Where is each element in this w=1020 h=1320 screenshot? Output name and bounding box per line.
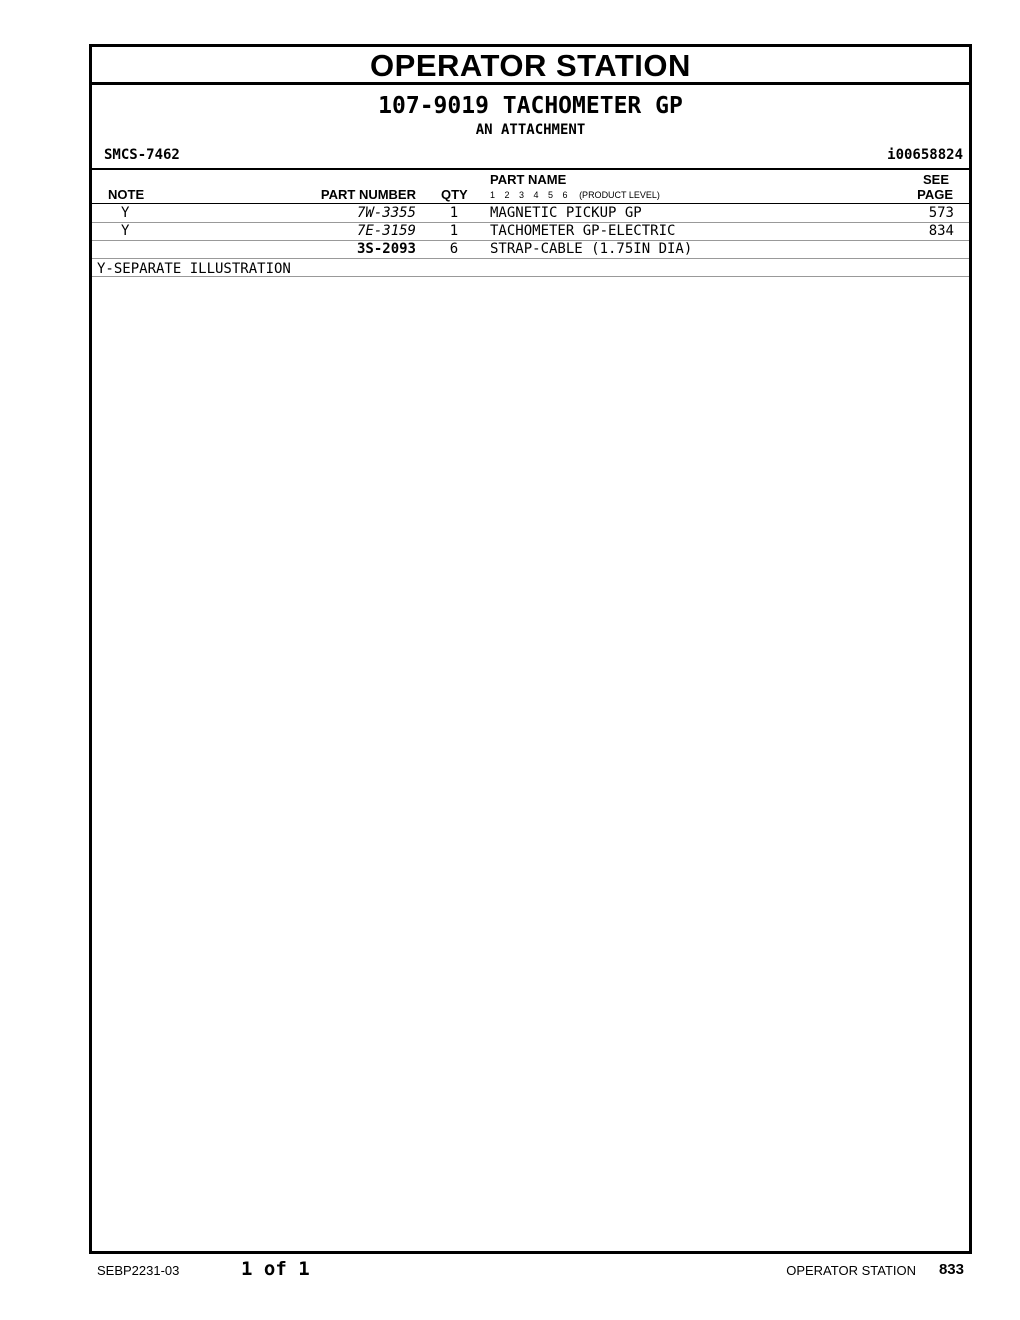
row-part-number: 3S-2093	[356, 241, 416, 257]
part-name-header: PART NAME	[490, 172, 567, 187]
footer-section: OPERATOR STATION	[786, 1263, 916, 1278]
part-number-header: PART NUMBER	[320, 187, 416, 202]
row-qty: 1	[449, 205, 459, 221]
row-see-page: 573	[928, 205, 954, 221]
row-part-number: 7E-3159	[356, 223, 416, 239]
page-header: PAGE	[917, 187, 953, 202]
section-title: OPERATOR STATION	[92, 47, 969, 85]
row-qty: 1	[449, 223, 459, 239]
row-part-name: STRAP-CABLE (1.75IN DIA)	[490, 241, 693, 257]
note-header: NOTE	[108, 187, 145, 202]
row-see-page: 834	[928, 223, 954, 239]
footer-doc-id: SEBP2231-03	[97, 1263, 180, 1278]
page-frame	[89, 44, 972, 1254]
smcs-code: SMCS-7462	[104, 147, 180, 163]
product-levels	[490, 190, 660, 200]
product-level-numbers: 1 2 3 4 5 6	[490, 190, 568, 200]
product-level-label: (PRODUCT LEVEL)	[579, 190, 660, 200]
group-subtitle: AN ATTACHMENT	[475, 122, 586, 138]
row-part-name: MAGNETIC PICKUP GP	[490, 205, 642, 221]
footnote-divider	[92, 276, 969, 277]
group-title: 107-9019 TACHOMETER GP	[378, 93, 683, 119]
table-row	[92, 240, 969, 258]
row-part-name: TACHOMETER GP-ELECTRIC	[490, 223, 676, 239]
header-divider	[92, 168, 969, 170]
footer-page-of: 1 of 1	[241, 1258, 310, 1280]
row-divider	[92, 258, 969, 259]
qty-header: QTY	[441, 187, 468, 202]
row-note: Y	[121, 223, 130, 239]
see-header: SEE	[922, 172, 949, 187]
row-part-number: 7W-3355	[356, 205, 416, 221]
table-row	[92, 204, 969, 222]
row-qty: 6	[449, 241, 459, 257]
table-footnote: Y-SEPARATE ILLUSTRATION	[97, 261, 291, 277]
table-row	[92, 222, 969, 240]
row-note: Y	[121, 205, 130, 221]
illustration-id: i00658824	[887, 147, 963, 163]
footer-page-number: 833	[938, 1261, 964, 1278]
